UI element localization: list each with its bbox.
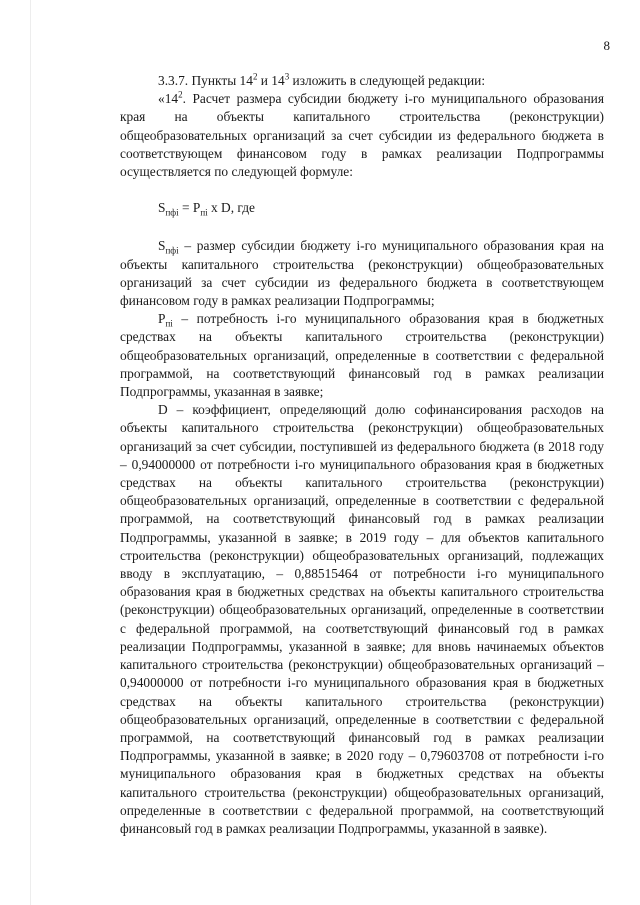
heading-text-1: 3.3.7. Пункты 14 [158,73,253,88]
section-heading [120,72,604,90]
intro-text: . Расчет размера субсидии бюджету i-го муниципального образования края на объекты капитального строительства (реконструкции) общеобразовательных организаций за счет субсидии из федерального бюджета в соответствующем финансовом году в рамках реализации Подпрограммы осуществляется по следующей формуле: [120,91,604,180]
def-s-text: – размер субсидии бюджету i-го муниципального образования края на объекты капитального строительства (реконструкции) общеобразовательных организаций за счет субсидии из федерального бюджета в соответствующем финансовом году в рамках реализации Подпрограммы; [120,238,604,309]
def-p-text: – потребность i-го муниципального образования края в бюджетных средствах на объекты капитального строительства (реконструкции) общеобразовательных организаций, определенные в соответствии с федеральной программой, на соответствующий финансовый год в рамках реализации Подпрограммы, указанная в заявке; [120,311,604,400]
definition-d: D – коэффициент, определяющий долю софинансирования расходов на объекты капитального строительства (реконструкции) общеобразовательных организаций за счет субсидии, поступившей из федерального бюджета (в 2018 году – 0,94000000 от потребности i-го муниципального образования края в бюджетных средствах на объекты капитального строительства (реконструкции) общеобразовательных организаций, определенные в соответствии с федеральной программой, на соответствующий финансовый год в рамках реализации Подпрограммы, указанной в заявке; в 2019 году – для объектов капитального строительства (реконструкции) общеобразовательных организаций, подлежащих вводу в эксплуатацию, – 0,88515464 от потребности i-го муниципального образования края в бюджетных средствах на объекты капитального строительства (реконструкции) общеобразовательных организаций, определенные в соответствии с федеральной программой, на соответствующий финансовый год в рамках реализации Подпрограммы, указанной в заявке; для вновь начинаемых объектов капитального строительства (реконструкции) общеобразовательных организаций – 0,94000000 от потребности i-го муниципального образования края в бюджетных средствах на объекты капитального строительства (реконструкции) общеобразовательных организаций, определенные в соответствии с федеральной программой, на соответствующий финансовый год в рамках реализации Подпрограммы, указанной в заявке; в 2020 году – 0,79603708 от потребности i-го муниципального образования края в бюджетных средствах на объекты капитального строительства (реконструкции) общеобразовательных организаций, определенные в соответствии с федеральной программой, на соответствующий финансовый год в рамках реализации Подпрограммы, указанной в заявке). [120,402,604,836]
page-number: 8 [603,38,610,53]
definition-s [120,237,604,310]
formula-s-sub: пфi [165,207,179,218]
intro-sup: 2 [178,89,183,100]
heading-sup-2: 3 [284,71,290,82]
def-s-sub: пфi [165,246,179,257]
scan-edge [30,0,31,905]
definition-p [120,310,604,401]
heading-sup-1: 2 [252,71,258,82]
formula [158,199,604,217]
def-p-symbol: P [158,311,166,327]
heading-text-3: изложить в следующей редакции: [289,73,486,88]
document-body [120,72,604,838]
formula-rest: x D, где [207,200,255,216]
formula-eq: = P [178,200,201,216]
def-s-symbol: S [158,238,166,254]
def-p-sub: пi [165,318,173,329]
heading-text-2: и 14 [257,73,285,88]
intro-lead: «14 [158,91,179,107]
intro-paragraph [120,90,604,181]
formula-s: S [158,200,166,216]
formula-p-sub: пi [200,207,208,218]
